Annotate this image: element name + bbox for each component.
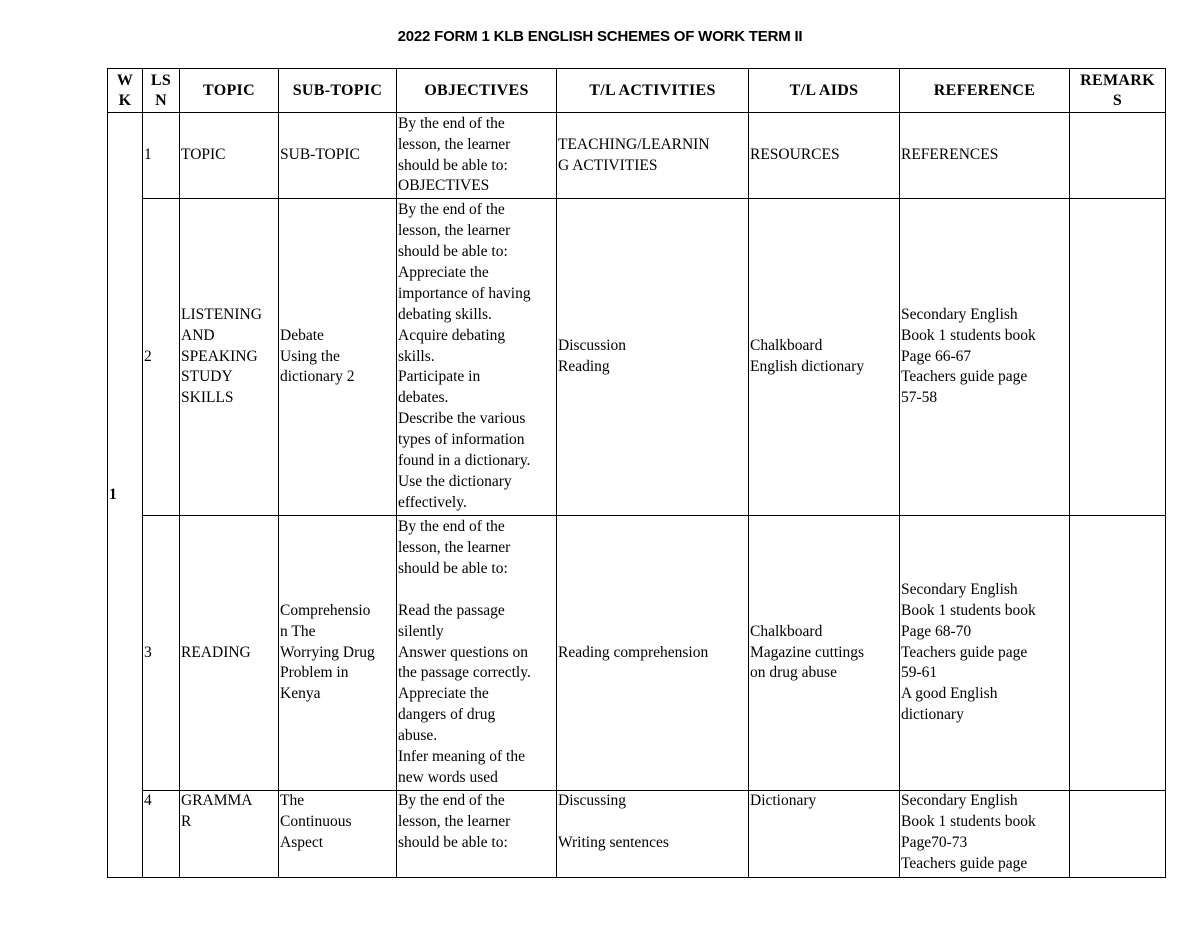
cell-line: silently [398,622,444,640]
header-reference: REFERENCE [900,69,1070,113]
cell-line: Read the passage [398,601,505,619]
header-lesson: LS N [143,69,180,113]
cell-line: REFERENCES [901,146,999,164]
cell-line [558,812,747,833]
reference-cell [900,791,1070,878]
activities-cell [557,791,749,878]
cell-line: Page 68-70 [901,622,972,640]
lesson-cell: 1 [143,113,180,199]
objectives-cell [397,516,557,791]
table-row [108,199,1166,516]
cell-line: Kenya [280,685,321,703]
objectives-cell [397,113,557,199]
cell-line: Page70-73 [901,833,968,851]
cell-line [398,580,555,601]
cell-line: n The [280,622,316,640]
cell-line: Book 1 students book [901,326,1036,344]
subtopic-cell [279,791,397,878]
cell-line: abuse. [398,727,438,745]
subtopic-cell [279,113,397,199]
aids-cell [749,791,900,878]
cell-line: Continuous [280,812,352,830]
cell-line: RESOURCES [750,146,840,164]
cell-line: GRAMMA [181,792,253,809]
cell-line: lesson, the learner [398,539,511,557]
lesson-cell: 2 [143,199,180,516]
cell-line: G ACTIVITIES [558,156,658,174]
document-title: 2022 FORM 1 KLB ENGLISH SCHEMES OF WORK TERM II [397,28,803,45]
header-aids: T/L AIDS [749,69,900,113]
remarks-cell [1070,516,1166,791]
cell-line: Discussion [558,337,627,355]
cell-line: Reading [558,358,610,375]
cell-line: Secondary English [901,580,1018,598]
cell-line: should be able to: [398,156,508,174]
header-objectives: OBJECTIVES [397,69,557,113]
cell-line: STUDY [181,368,233,386]
cell-line: the passage correctly. [398,664,531,682]
cell-line: debates. [398,389,449,407]
header-activities: T/L ACTIVITIES [557,69,749,113]
header-remarks: REMARK S [1070,69,1166,113]
cell-line: Writing sentences [558,833,669,851]
aids-cell [749,516,900,791]
week-cell: 1 [108,113,143,878]
schemes-of-work-table [107,68,1166,878]
cell-line: lesson, the learner [398,812,511,830]
cell-line: 57-58 [901,389,938,407]
cell-line: OBJECTIVES [398,177,490,195]
table-header-row [108,69,1166,113]
topic-cell [180,113,279,199]
cell-line: Reading comprehension [558,643,709,661]
cell-line: Comprehensio [280,601,371,619]
cell-line: Teachers guide page [901,643,1028,661]
cell-line: Infer meaning of the [398,748,525,766]
cell-line: Magazine cuttings [750,643,865,661]
cell-line: Chalkboard [750,337,823,355]
objectives-cell [397,199,557,516]
cell-line: should be able to: [398,559,508,577]
cell-line: on drug abuse [750,664,837,682]
cell-line: LISTENING [181,305,262,323]
cell-line: English dictionary [750,358,865,375]
cell-line: lesson, the learner [398,135,511,153]
table-row [108,113,1166,199]
remarks-cell [1070,791,1166,878]
cell-line: Describe the various [398,410,526,428]
cell-line: found in a dictionary. [398,452,531,470]
cell-line: SUB-TOPIC [280,146,360,164]
aids-cell [749,113,900,199]
cell-line: Using the [280,347,340,365]
cell-line: TOPIC [181,146,226,164]
cell-line: By the end of the [398,201,505,219]
cell-line: Book 1 students book [901,601,1036,619]
cell-line: By the end of the [398,518,505,536]
reference-cell [900,516,1070,791]
activities-cell [557,113,749,199]
topic-cell [180,516,279,791]
cell-line: AND [181,326,215,344]
topic-cell [180,791,279,878]
cell-line: Acquire debating [398,326,506,344]
cell-line: debating skills. [398,305,492,323]
cell-line: 59-61 [901,664,938,682]
subtopic-cell [279,516,397,791]
cell-line: Teachers guide page [901,854,1028,872]
cell-line: Chalkboard [750,622,823,640]
cell-line: R [181,812,192,830]
cell-line: The [280,792,305,809]
cell-line: Worrying Drug [280,643,375,661]
cell-line: dangers of drug [398,706,496,724]
objectives-cell [397,791,557,878]
lesson-cell: 3 [143,516,180,791]
header-topic: TOPIC [180,69,279,113]
cell-line: Appreciate the [398,263,489,281]
cell-line: dictionary [901,706,964,724]
cell-line: SPEAKING [181,347,258,365]
cell-line: importance of having [398,284,531,302]
cell-line: new words used [398,768,498,786]
cell-line: READING [181,643,251,661]
cell-line: Aspect [280,833,324,851]
table-row [108,516,1166,791]
cell-line: lesson, the learner [398,222,511,240]
cell-line: Teachers guide page [901,368,1028,386]
cell-line: Problem in [280,664,349,682]
cell-line: Secondary English [901,305,1018,323]
aids-cell [749,199,900,516]
cell-line: A good English [901,685,998,703]
cell-line: should be able to: [398,833,508,851]
cell-line: Participate in [398,368,481,386]
cell-line: Book 1 students book [901,812,1036,830]
cell-line: By the end of the [398,114,505,132]
cell-line: Debate [280,326,324,344]
remarks-cell [1070,199,1166,516]
cell-line: TEACHING/LEARNIN [558,135,710,153]
cell-line: types of information [398,431,525,449]
activities-cell [557,516,749,791]
lesson-cell: 4 [143,791,180,878]
cell-line: Dictionary [750,792,817,809]
topic-cell [180,199,279,516]
cell-line: SKILLS [181,389,234,407]
cell-line: Appreciate the [398,685,489,703]
cell-line: effectively. [398,493,467,511]
cell-line: Page 66-67 [901,347,972,365]
cell-line: skills. [398,347,435,365]
cell-line: Discussing [558,792,627,809]
subtopic-cell [279,199,397,516]
table-row [108,791,1166,878]
cell-line: Secondary English [901,792,1018,809]
header-subtopic: SUB-TOPIC [279,69,397,113]
header-week: W K [108,69,143,113]
cell-line: should be able to: [398,243,508,261]
reference-cell [900,199,1070,516]
cell-line: Use the dictionary [398,472,512,490]
cell-line: By the end of the [398,792,505,809]
cell-line: dictionary 2 [280,368,355,386]
reference-cell [900,113,1070,199]
cell-line: Answer questions on [398,643,529,661]
remarks-cell [1070,113,1166,199]
activities-cell [557,199,749,516]
